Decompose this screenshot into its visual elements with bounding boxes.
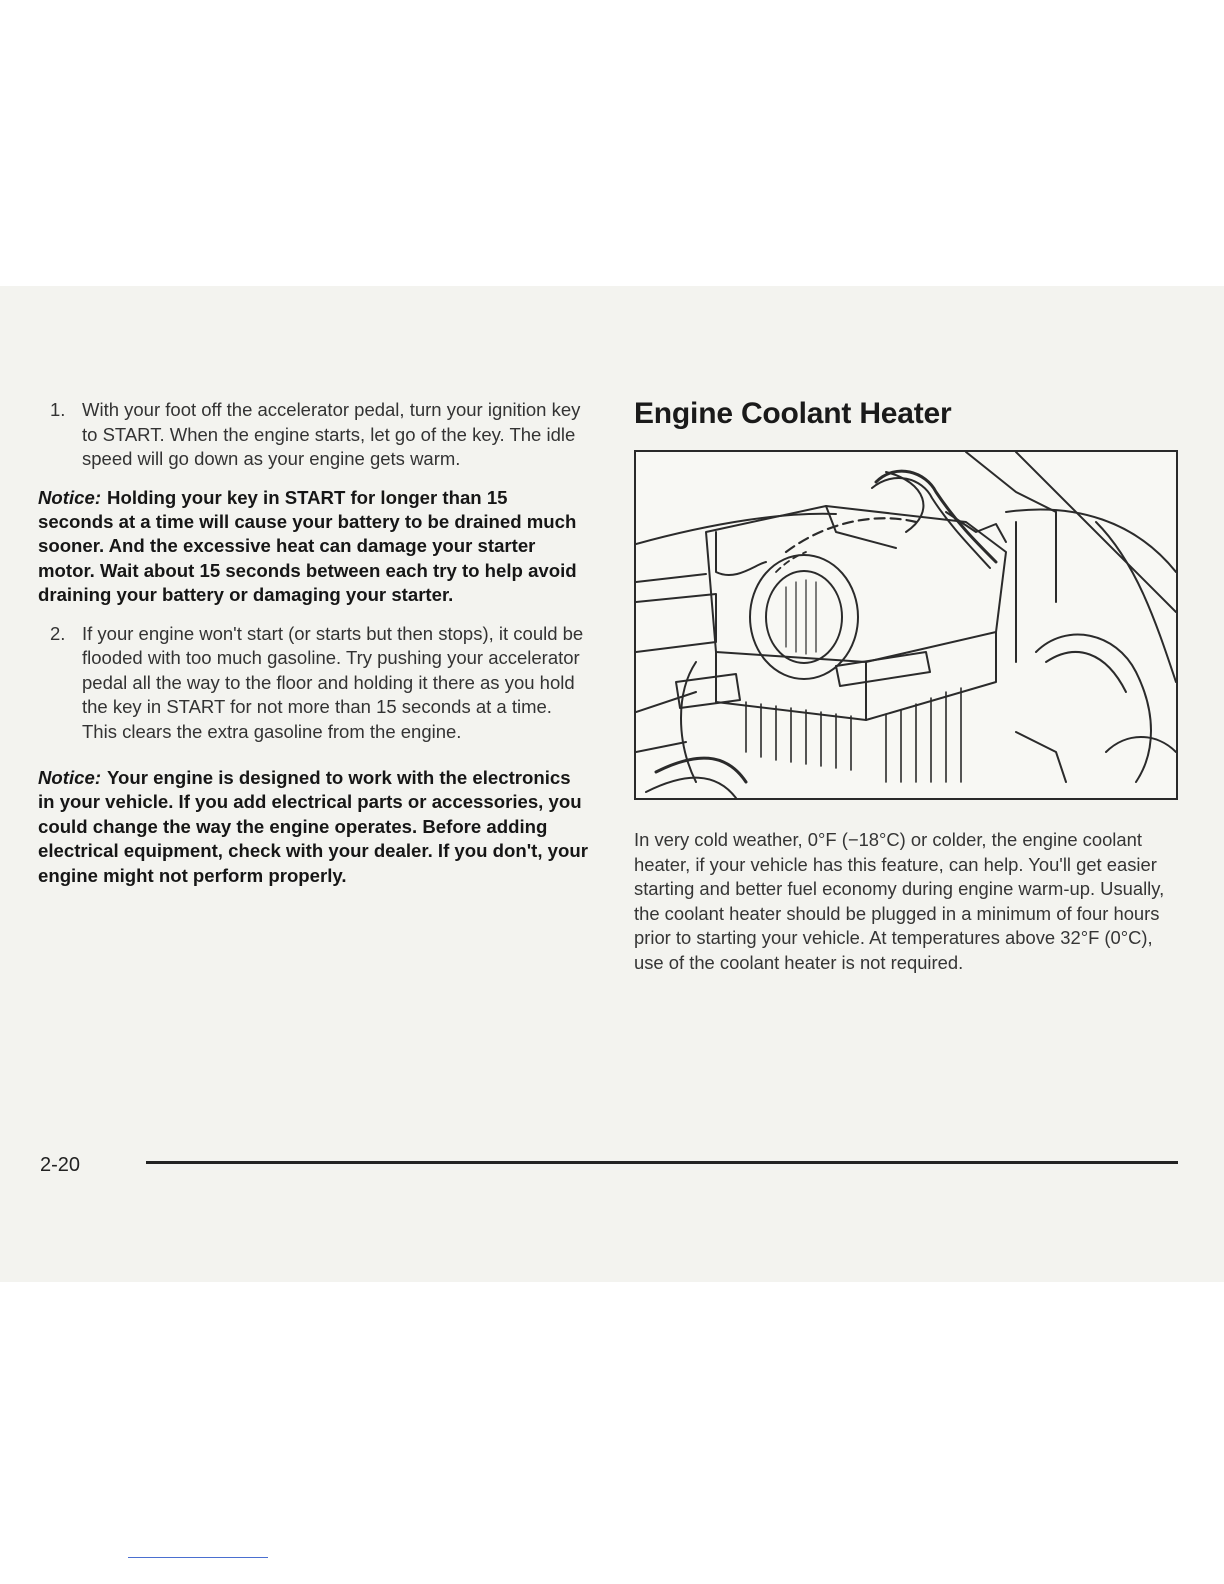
footer-rule [146,1161,1178,1164]
notice-label: Notice: [38,486,102,508]
step-text: With your foot off the accelerator pedal, turn your ignition key to START. When the engine starts, let go of the key. The idle speed will go down as your engine gets warm. [82,399,581,469]
link-underline [128,1557,268,1558]
right-column [634,396,1182,994]
notice-text: Your engine is designed to work with the electronics in your vehicle. If you add electrical parts or accessories, you could change the way the engine operates. Before adding electrical equipment, check with your dealer. If you don't, your engine might not perform properly. [38,767,588,886]
engine-illustration-drawing [636,452,1176,798]
step-number: 2. [50,622,66,644]
step-text: If your engine won't start (or starts but then stops), it could be flooded with too much gasoline. Try pushing your accelerator pedal all the way to the floor and holding it there as you hold the key in START for not more than 15 seconds at a time. This clears the extra gasoline from the engine. [82,622,584,742]
page-number: 2-20 [40,1154,81,1176]
section-title: Engine Coolant Heater [634,397,952,430]
notice-battery [38,486,588,608]
step-number: 1. [50,399,66,420]
notice-text: Holding your key in START for longer than 15 seconds at a time will cause your battery to be drained much sooner. And the excessive heat can damage your starter motor. Wait about 15 seconds between each try to help avoid draining your battery or damaging your starter. [38,486,577,606]
step-2 [38,622,588,745]
notice-electrical [38,766,588,888]
step-1 [38,398,588,472]
notice-label: Notice: [38,767,102,789]
section-body: In very cold weather, 0°F (−18°C) or colder, the engine coolant heater, if your vehicle has this feature, can help. You'll get easier starting and better fuel economy during engine warm-up. Usually, the coolant heater should be plugged in a minimum of four hours prior to starting your vehicle. At temperatures above 32°F (0°C), use of the coolant heater is not required. [634,829,1165,973]
left-column [38,398,588,902]
engine-coolant-heater-illustration [634,450,1178,800]
